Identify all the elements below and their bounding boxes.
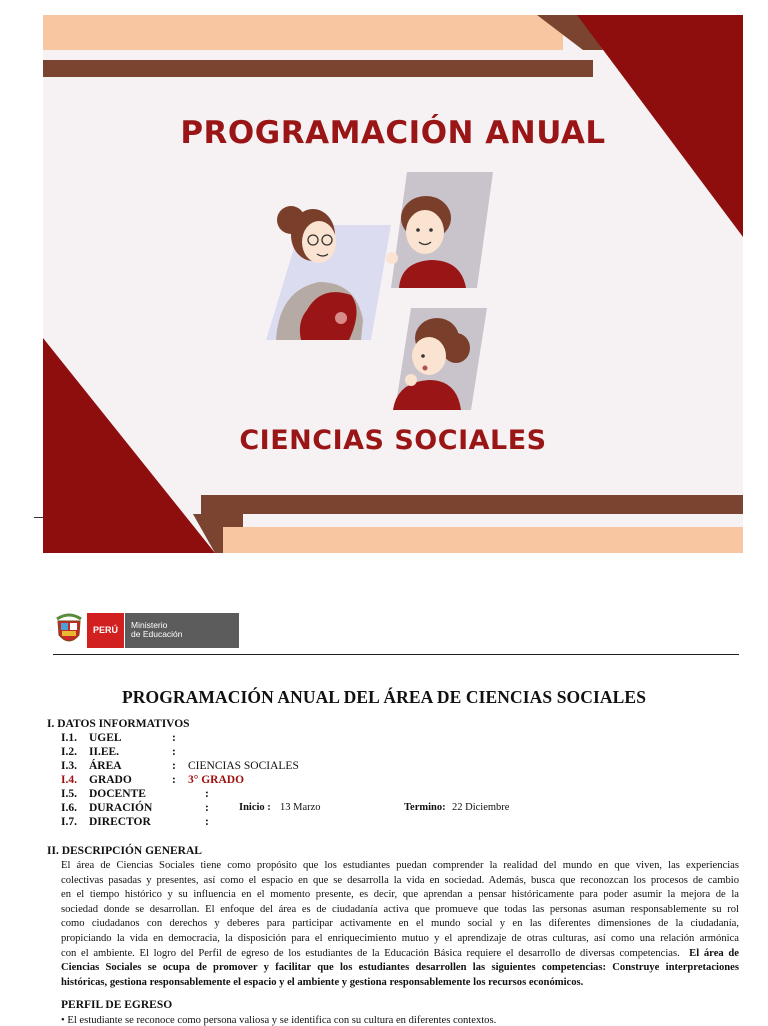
- section-2-heading: II. DESCRIPCIÓN GENERAL: [47, 845, 202, 857]
- bottom-peach-band: [223, 527, 743, 553]
- top-peach-band: [43, 15, 563, 50]
- ministry-line-1: Ministerio: [131, 620, 168, 630]
- boy-face: [406, 210, 444, 254]
- info-label: ÁREA: [89, 760, 122, 772]
- globe-pin: [335, 312, 347, 324]
- document-title: PROGRAMACIÓN ANUAL DEL ÁREA DE CIENCIAS SOCIALES: [121, 687, 647, 707]
- start-label: Inicio :: [239, 802, 271, 813]
- paragraph-line: El área de Ciencias Sociales tiene como propósito que los estudiantes puedan comprender la realidad del mundo en que viven, las experiencias: [61, 860, 739, 871]
- paragraph-line: propiciando la vida en democracia, la disposición para el enriquecimiento mutuo y el aprendizaje de otras culturas, así como una relación armónica: [61, 932, 739, 944]
- ministry-logo: [53, 613, 239, 648]
- info-label: GRADO: [89, 774, 132, 786]
- area-value: CIENCIAS SOCIALES: [188, 760, 299, 772]
- info-label: UGEL: [89, 732, 122, 744]
- description-paragraph: [61, 859, 739, 990]
- section-1-heading: I. DATOS INFORMATIVOS: [47, 718, 190, 730]
- paragraph-line-bold: Ciencias Sociales se ocupa de promover y facilitar que los estudiantes desarrollen las siguientes competencias: Construye interpretaciones: [61, 962, 739, 974]
- info-label: DURACIÓN: [89, 802, 153, 814]
- top-brown-band: [43, 60, 593, 77]
- coat-of-arms-icon: [53, 613, 85, 648]
- girl-face: [412, 337, 446, 375]
- end-label: Termino:: [404, 802, 446, 813]
- start-value: 13 Marzo: [280, 802, 321, 813]
- cover-title: PROGRAMACIÓN ANUAL: [180, 115, 606, 151]
- cover-page: [43, 15, 743, 553]
- ministry-label: [125, 613, 239, 648]
- paragraph-line: con el ambiente. El logro del Perfil de egreso de los estudiantes de la Educación Básica requiere el desarrollo de diversas competencias. El área de: [61, 947, 739, 959]
- profile-heading: PERFIL DE EGRESO: [61, 999, 173, 1011]
- info-label: II.EE.: [89, 746, 120, 758]
- info-label: DOCENTE: [89, 788, 146, 800]
- header-rule: [53, 654, 739, 655]
- ministry-line-2: de Educación: [131, 629, 183, 639]
- paragraph-line-bold: históricas, gestiona responsablemente el espacio y el ambiente y gestiona responsablemente los recursos económicos.: [61, 976, 584, 988]
- profile-bullet: • El estudiante se reconoce como persona valiosa y se identifica con su cultura en diferentes contextos.: [61, 1015, 497, 1026]
- grade-value: 3° GRADO: [188, 774, 245, 786]
- paragraph-line: como ciudadanos con derechos y deberes para participar activamente en el mundo social y en las diferentes dimensiones de la ciudadanía,: [61, 918, 739, 930]
- margin-mark: [34, 517, 43, 518]
- cover-subtitle: CIENCIAS SOCIALES: [239, 425, 547, 456]
- end-value: 22 Diciembre: [452, 802, 510, 813]
- paragraph-line: sociedad donde se desarrollan. El enfoque del área es de ciudadanía activa que promueve que todas las personas asuman responsablemente su rol: [61, 903, 739, 915]
- peru-label: PERÚ: [87, 613, 124, 648]
- info-label: DIRECTOR: [89, 816, 151, 828]
- paragraph-line: en el tiempo histórico y su influencia en el momento presente, es decir, que aprendan a pensar históricamente para poder asumir la mejora de la: [61, 889, 739, 901]
- students-illustration: [261, 170, 497, 410]
- bottom-brown-band: [201, 495, 743, 514]
- paragraph-line: colectivas pasadas y presentes, así como el espacio en que se desarrolla la vida en sociedad. Además, busca que reconozcan los procesos de cambio: [61, 874, 739, 886]
